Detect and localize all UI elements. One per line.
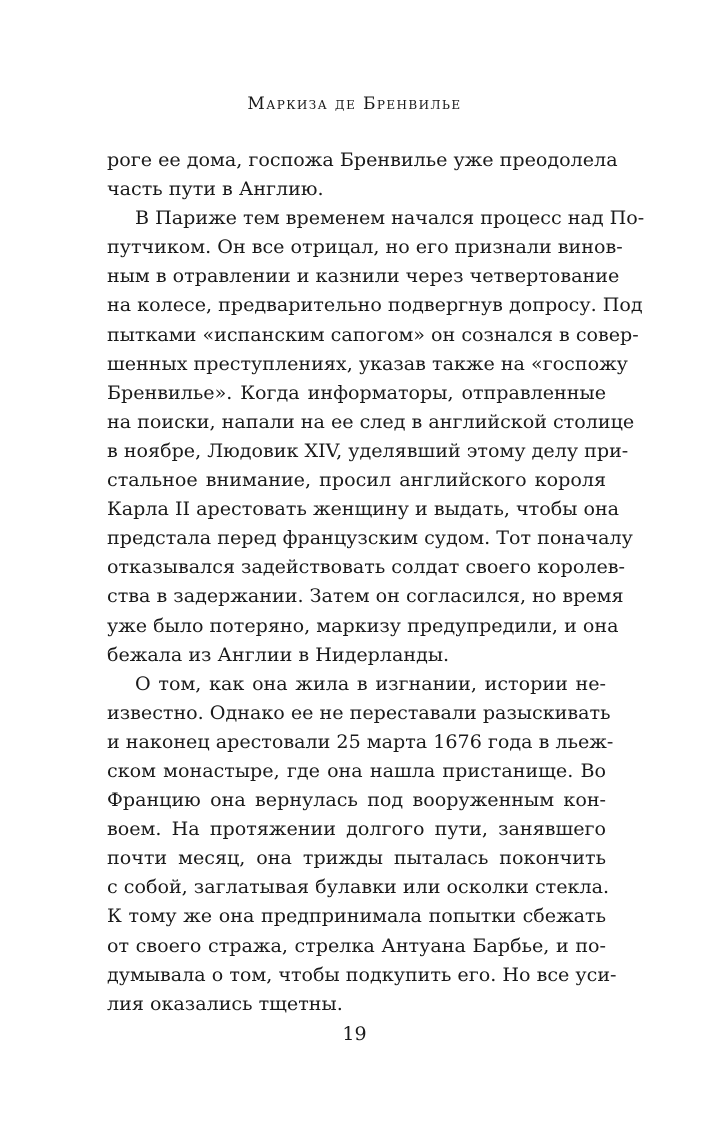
text-line: на поиски, напали на ее след в английской столице <box>107 409 635 433</box>
text-line: Францию она вернулась под вооруженным кон- <box>107 788 606 812</box>
text-line: ства в задержании. Затем он согласился, но время <box>107 584 624 608</box>
text-line: стальное внимание, просил английского короля <box>107 468 606 492</box>
text-line: и наконец арестовали 25 марта 1676 года в льеж- <box>107 729 614 753</box>
text-line: воем. На протяжении долгого пути, занявшего <box>107 817 606 841</box>
text-line: Бренвилье». Когда информаторы, отправленные <box>107 380 606 404</box>
text-line: Карла II арестовать женщину и выдать, чтобы она <box>107 497 620 521</box>
text-line: известно. Однако ее не переставали разыскивать <box>107 700 611 724</box>
text-line: ском монастыре, где она нашла пристанище. Во <box>107 758 606 782</box>
text-line: часть пути в Англию. <box>107 177 324 201</box>
text-line: уже было потеряно, маркизу предупредили, и она <box>107 613 619 637</box>
text-line: предстала перед французским судом. Тот поначалу <box>107 526 633 550</box>
text-line: от своего стража, стрелка Антуана Барбье, и по- <box>107 933 606 957</box>
text-line: пытками «испанским сапогом» он сознался в совер- <box>107 322 639 346</box>
text-line: шенных преступлениях, указав также на «госпожу <box>107 351 628 375</box>
text-line: с собой, заглатывая булавки или осколки стекла. <box>107 875 610 899</box>
text-line: на колесе, предварительно подвергнув допросу. Под <box>107 293 643 317</box>
text-line: в ноябре, Людовик XIV, уделявший этому делу при- <box>107 438 629 462</box>
text-line: О том, как она жила в изгнании, истории не- <box>135 671 606 695</box>
running-head: Маркиза де Бренвилье <box>247 94 462 114</box>
text-line: В Париже тем временем начался процесс над По- <box>135 206 645 230</box>
body-text <box>107 145 645 1018</box>
text-line: роге ее дома, госпожа Бренвилье уже преодолела <box>107 148 618 171</box>
text-line: ным в отравлении и казнили через четвертование <box>107 264 620 288</box>
text-line: К тому же она предпринимала попытки сбежать <box>107 904 606 928</box>
text-line: бежала из Англии в Нидерланды. <box>107 642 450 666</box>
page-number: 19 <box>342 1023 367 1045</box>
text-line: путчиком. Он все отрицал, но его признали винов- <box>107 235 623 259</box>
text-line: думывала о том, чтобы подкупить его. Но все уси- <box>107 962 617 986</box>
text-line: лия оказались тщетны. <box>107 991 343 1015</box>
text-line: почти месяц, она трижды пыталась покончить <box>107 846 606 870</box>
text-line: отказывался задействовать солдат своего королев- <box>107 555 625 579</box>
